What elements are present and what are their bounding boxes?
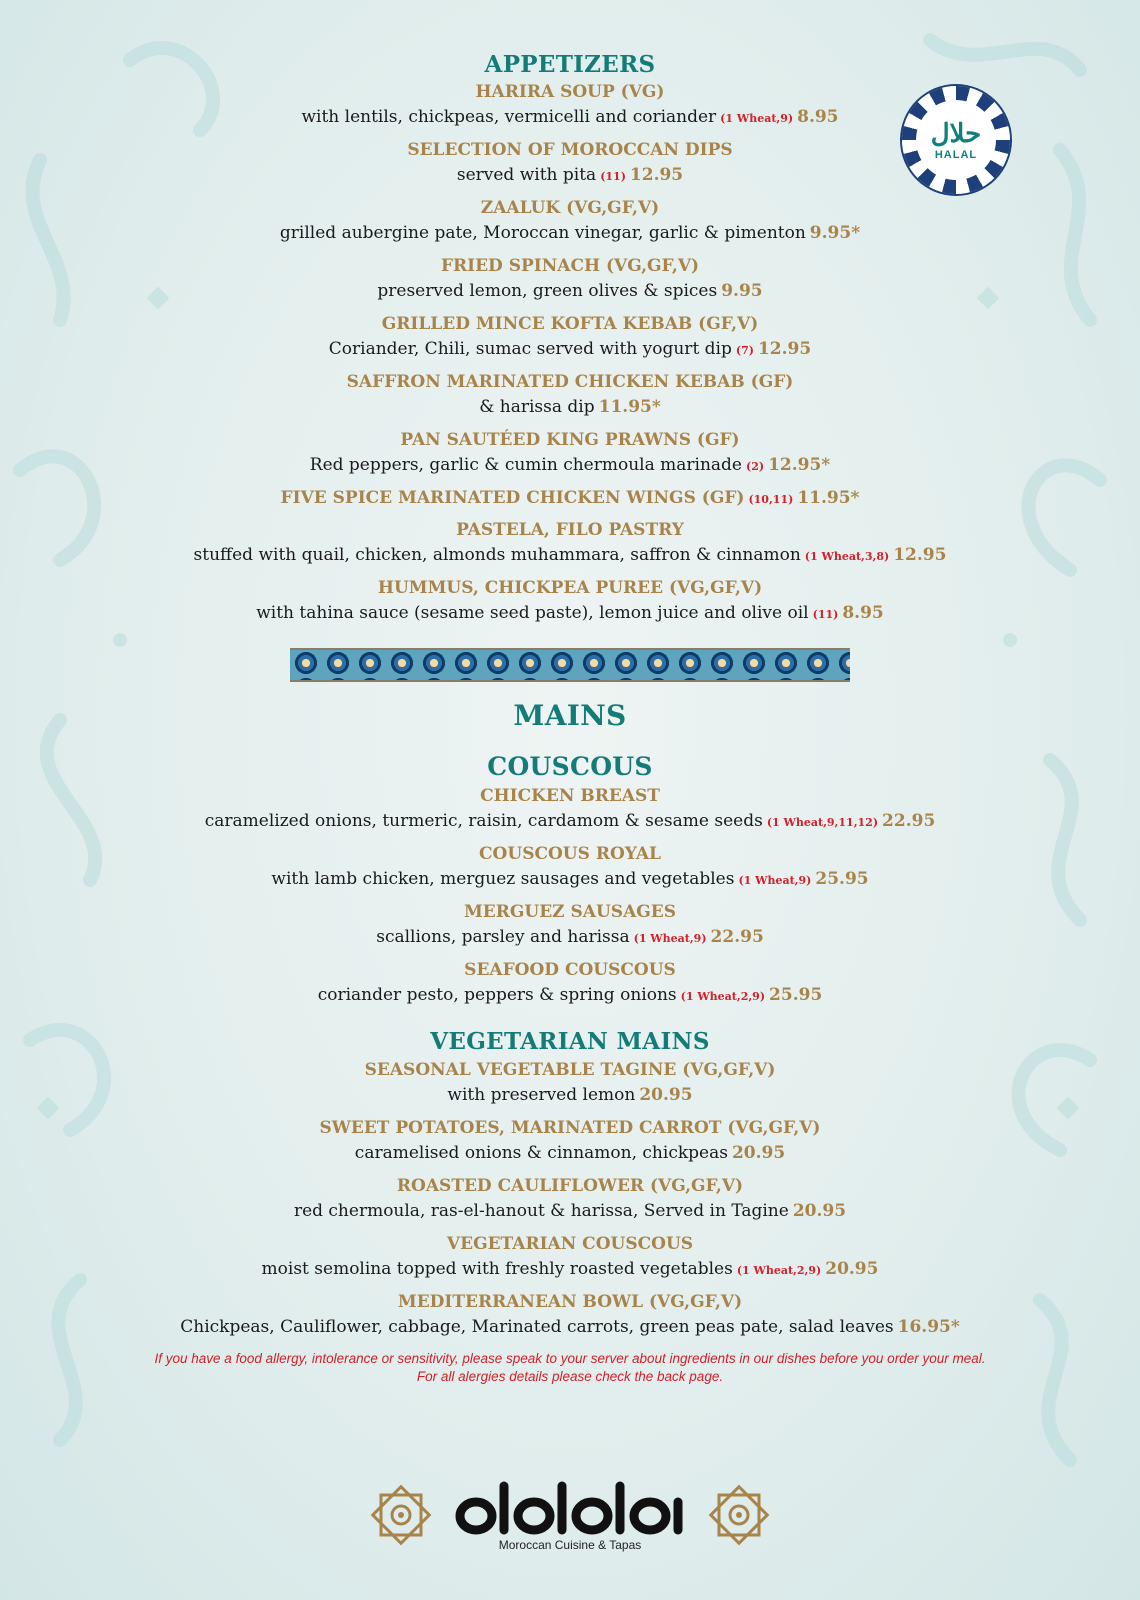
menu-item [0, 486, 1140, 510]
item-name: FRIED SPINACH (VG,GF,V) [440, 256, 700, 276]
item-price: 8.95 [797, 107, 839, 127]
item-description [0, 1198, 1140, 1224]
allergy-note-line-2: For all alergies details please check the back page. [416, 1369, 724, 1384]
menu-item [0, 900, 1140, 950]
item-desc-text: with lamb chicken, merguez sausages and vegetables [271, 869, 735, 889]
item-name: PAN SAUTÉED KING PRAWNS (GF) [400, 430, 740, 450]
menu-item [0, 254, 1140, 304]
item-desc-text: scallions, parsley and harissa [376, 927, 630, 947]
couscous-heading: COUSCOUS [487, 752, 653, 781]
mains-heading: MAINS [513, 699, 627, 732]
brand-logo-mark-icon [452, 1472, 688, 1542]
item-desc-text: grilled aubergine pate, Moroccan vinegar, garlic & pimenton [279, 223, 806, 243]
item-name: GRILLED MINCE KOFTA KEBAB (GF,V) [381, 314, 759, 334]
item-description [0, 808, 1140, 834]
allergen-codes: (7) [735, 344, 754, 357]
menu-item [0, 958, 1140, 1008]
item-name: HUMMUS, CHICKPEA PUREE (VG,GF,V) [377, 578, 763, 598]
item-price: 11.95* [797, 488, 860, 508]
halal-badge-inner [916, 100, 996, 180]
item-name: PASTELA, FILO PASTRY [456, 520, 684, 540]
menu-item [0, 784, 1140, 834]
brand-logo [452, 1472, 688, 1562]
item-name: SEASONAL VEGETABLE TAGINE (VG,GF,V) [364, 1060, 776, 1080]
allergy-note [0, 1350, 1140, 1386]
item-name: ZAALUK (VG,GF,V) [480, 198, 660, 218]
item-price: 9.95 [721, 281, 763, 301]
halal-arabic-text: حلال [930, 119, 982, 149]
allergen-codes: (1 Wheat,2,9) [736, 1264, 822, 1277]
item-desc-text: with preserved lemon [447, 1085, 636, 1105]
mosaic-divider [290, 648, 850, 682]
menu-item [0, 196, 1140, 246]
item-price: 25.95 [769, 985, 823, 1005]
allergen-codes: (1 Wheat,9) [738, 874, 812, 887]
allergen-codes: (1 Wheat,9) [633, 932, 707, 945]
item-description [0, 1314, 1140, 1340]
allergen-codes: (1 Wheat,9) [720, 112, 794, 125]
brand-tagline: Moroccan Cuisine & Tapas [498, 1538, 642, 1552]
item-description [0, 924, 1140, 950]
menu-item [0, 1116, 1140, 1166]
item-name: SWEET POTATOES, MARINATED CARROT (VG,GF,V) [319, 1118, 821, 1138]
item-description [0, 220, 1140, 246]
item-name: ROASTED CAULIFLOWER (VG,GF,V) [396, 1176, 744, 1196]
allergen-codes: (1 Wheat,3,8) [804, 550, 890, 563]
allergen-codes: (11) [812, 608, 839, 621]
halal-label: HALAL [934, 149, 978, 161]
item-name: SELECTION OF MOROCCAN DIPS [407, 140, 733, 160]
item-price: 8.95 [842, 603, 884, 623]
allergen-codes: (1 Wheat,9,11,12) [766, 816, 879, 829]
item-desc-text: caramelized onions, turmeric, raisin, cardamom & sesame seeds [204, 811, 763, 831]
item-desc-text: Chickpeas, Cauliflower, cabbage, Marinated carrots, green peas pate, salad leaves [180, 1317, 894, 1337]
item-desc-text: stuffed with quail, chicken, almonds muhammara, saffron & cinnamon [193, 545, 801, 565]
menu-item [0, 370, 1140, 420]
item-price: 12.95 [629, 165, 684, 185]
item-price: 20.95 [731, 1143, 786, 1163]
moroccan-star-ornament-icon [364, 1478, 438, 1552]
item-description [0, 1082, 1140, 1108]
item-price: 16.95* [897, 1317, 960, 1337]
couscous-list [0, 784, 1140, 1008]
menu-item [0, 518, 1140, 568]
item-description [0, 336, 1140, 362]
menu-item [0, 1290, 1140, 1340]
item-name: SAFFRON MARINATED CHICKEN KEBAB (GF) [346, 372, 794, 392]
item-desc-text: served with pita [456, 165, 597, 185]
item-description [0, 600, 1140, 626]
item-price: 22.95 [882, 811, 936, 831]
item-name: MEDITERRANEAN BOWL (VG,GF,V) [397, 1292, 743, 1312]
item-desc-text: moist semolina topped with freshly roasted vegetables [261, 1259, 733, 1279]
item-desc-text: preserved lemon, green olives & spices [377, 281, 718, 301]
item-description [0, 1256, 1140, 1282]
item-name-text: FIVE SPICE MARINATED CHICKEN WINGS (GF) [280, 488, 745, 508]
item-desc-text: coriander pesto, peppers & spring onions [317, 985, 677, 1005]
item-desc-text: with tahina sauce (sesame seed paste), lemon juice and olive oil [256, 603, 809, 623]
item-name-inline [0, 486, 1140, 510]
item-price: 20.95 [792, 1201, 847, 1221]
menu-item [0, 576, 1140, 626]
item-description [0, 278, 1140, 304]
item-desc-text: red chermoula, ras-el-hanout & harissa, Served in Tagine [293, 1201, 789, 1221]
item-name: VEGETARIAN COUSCOUS [446, 1234, 694, 1254]
menu-item [0, 428, 1140, 478]
item-name: COUSCOUS ROYAL [479, 844, 661, 864]
menu-item [0, 842, 1140, 892]
item-desc-text: caramelised onions & cinnamon, chickpeas [354, 1143, 728, 1163]
vegetarian-mains-heading: VEGETARIAN MAINS [430, 1028, 710, 1055]
item-price: 25.95 [815, 869, 869, 889]
menu-item [0, 1174, 1140, 1224]
menu-item [0, 312, 1140, 362]
menu-item [0, 1058, 1140, 1108]
item-description [0, 866, 1140, 892]
moroccan-star-ornament-icon [702, 1478, 776, 1552]
item-price: 12.95* [768, 455, 831, 475]
appetizers-heading: APPETIZERS [484, 51, 656, 78]
item-price: 22.95 [710, 927, 764, 947]
footer [0, 1468, 1140, 1578]
item-name: MERGUEZ SAUSAGES [463, 902, 677, 922]
item-price: 9.95* [809, 223, 861, 243]
allergy-note-line-1: If you have a food allergy, intolerance or sensitivity, please speak to your server about ingredients in our dishes before you order your meal. [154, 1351, 986, 1366]
item-description [0, 452, 1140, 478]
item-price: 11.95* [598, 397, 661, 417]
item-name: HARIRA SOUP (VG) [475, 82, 665, 102]
item-description [0, 542, 1140, 568]
item-price: 20.95 [825, 1259, 879, 1279]
allergen-codes: (10,11) [748, 493, 794, 506]
vegetarian-list [0, 1058, 1140, 1340]
item-price: 12.95 [757, 339, 812, 359]
halal-badge [902, 86, 1010, 194]
item-description [0, 394, 1140, 420]
item-desc-text: & harissa dip [479, 397, 595, 417]
allergen-codes: (2) [746, 460, 765, 473]
item-description [0, 1140, 1140, 1166]
item-desc-text: Red peppers, garlic & cumin chermoula marinade [309, 455, 742, 475]
allergen-codes: (11) [600, 170, 626, 183]
item-name: SEAFOOD COUSCOUS [464, 960, 676, 980]
item-name: CHICKEN BREAST [480, 786, 660, 806]
item-price: 12.95 [893, 545, 947, 565]
item-desc-text: with lentils, chickpeas, vermicelli and coriander [301, 107, 717, 127]
item-description [0, 982, 1140, 1008]
item-desc-text: Coriander, Chili, sumac served with yogurt dip [328, 339, 732, 359]
menu-item [0, 1232, 1140, 1282]
allergen-codes: (1 Wheat,2,9) [680, 990, 766, 1003]
item-price: 20.95 [639, 1085, 693, 1105]
